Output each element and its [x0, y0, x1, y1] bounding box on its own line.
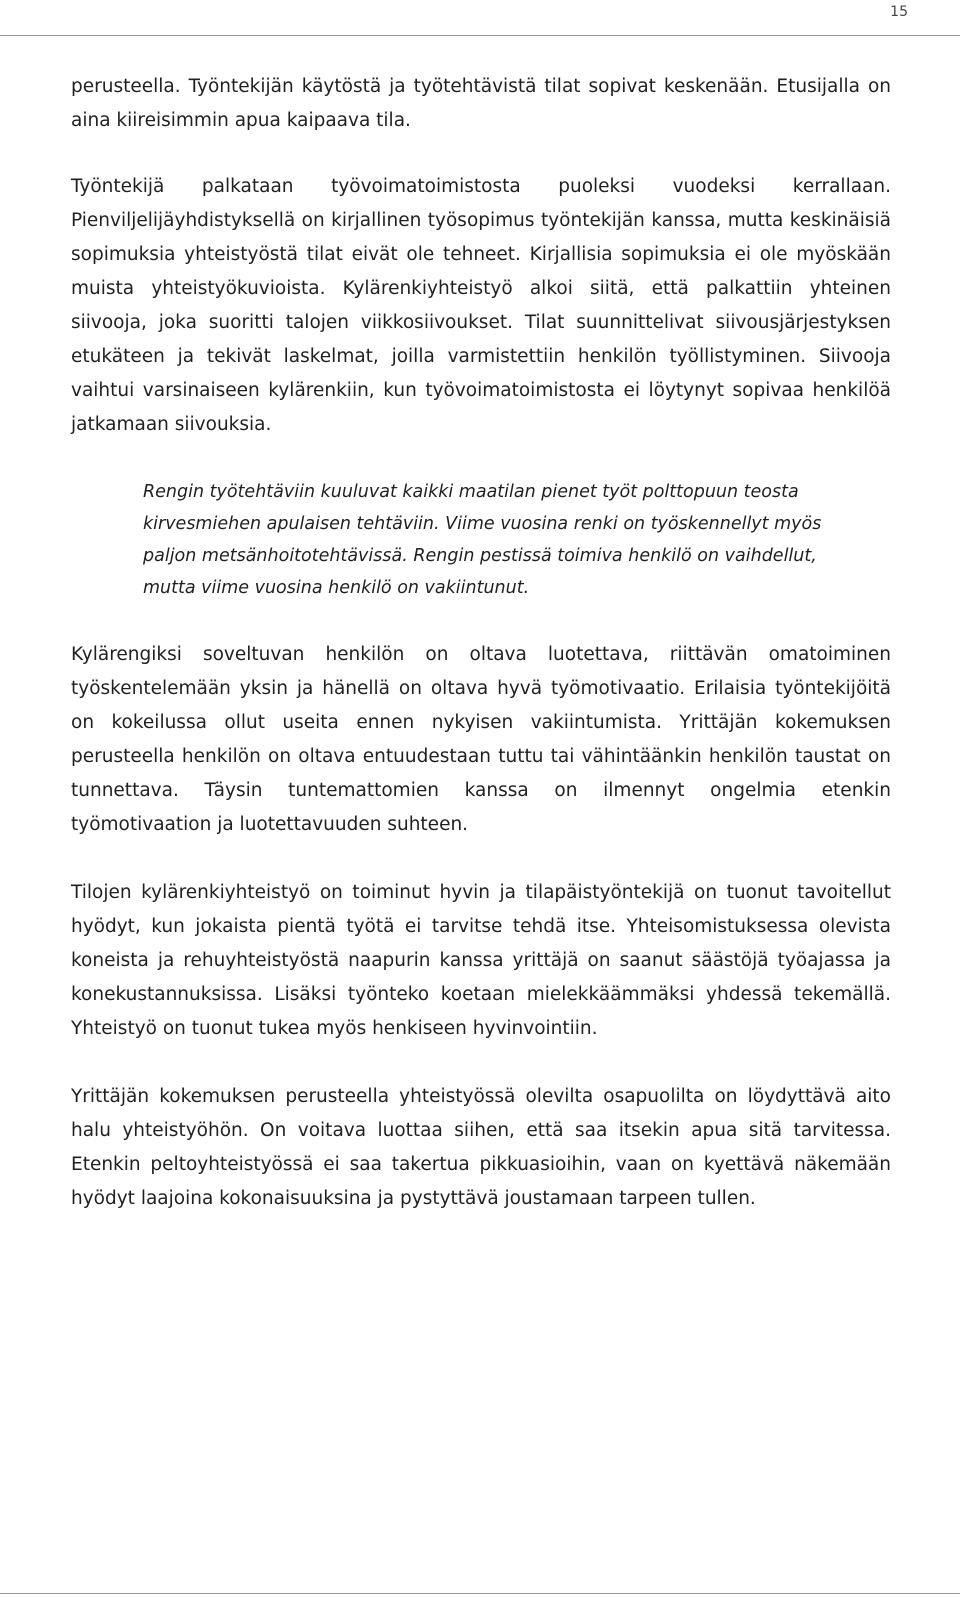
- body-paragraph: Kylärengiksi soveltuvan henkilön on oltava luotettava, riittävän omatoiminen työskentelemään yksin ja hänellä on oltava hyvä työmotivaatio. Erilaisia työntekijöitä on kokeilussa ollut useita ennen nykyisen vakiintumista. Yrittäjän kokemuksen perusteella henkilön on oltava entuudestaan tuttu tai vähintäänkin henkilön taustat on tunnettava. Täysin tuntemattomien kanssa on ilmennyt ongelmia etenkin työmotivaation ja luotettavuuden suhteen.: [71, 644, 891, 835]
- body-paragraph: Työntekijä palkataan työvoimatoimistosta puoleksi vuodeksi kerrallaan. Pienviljelijäyhdistyksellä on kirjallinen työsopimus työntekijän kanssa, mutta keskinäisiä sopimuksia yhteistyöstä tilat eivät ole tehneet. Kirjallisia sopimuksia ei ole myöskään muista yhteistyökuvioista. Kylärenkiyhteistyö alkoi siitä, että palkattiin yhteinen siivooja, joka suoritti talojen viikkosiivoukset. Tilat suunnittelivat siivousjärjestyksen etukäteen ja tekivät laskelmat, joilla varmistettiin henkilön työllistyminen. Siivooja vaihtui varsinaiseen kylärenkiin, kun työvoimatoimistosta ei löytynyt sopivaa henkilöä jatkamaan siivouksia.: [71, 176, 891, 435]
- italic-quote: Rengin työtehtäviin kuuluvat kaikki maatilan pienet työt polttopuun teosta kirvesmiehen apulaisen tehtäviin. Viime vuosina renki on työskennellyt myös paljon metsänhoitotehtävissä. Rengin pestissä toimiva henkilö on vaihdellut, mutta viime vuosina henkilö on vakiintunut.: [143, 482, 822, 598]
- header-divider: [0, 35, 960, 36]
- page-number: 15: [890, 4, 908, 20]
- body-paragraph: Tilojen kylärenkiyhteistyö on toiminut hyvin ja tilapäistyöntekijä on tuonut tavoitellut hyödyt, kun jokaista pientä työtä ei tarvitse tehdä itse. Yhteisomistuksessa olevista koneista ja rehuyhteistyöstä naapurin kanssa yrittäjä on saanut säästöjä työajassa ja konekustannuksissa. Lisäksi työnteko koetaan mielekkäämmäksi yhdessä tekemällä. Yhteistyö on tuonut tukea myös henkiseen hyvinvointiin.: [71, 882, 891, 1039]
- body-paragraph: Yrittäjän kokemuksen perusteella yhteistyössä olevilta osapuolilta on löydyttävä aito halu yhteistyöhön. On voitava luottaa siihen, että saa itsekin apua sitä tarvitessa. Etenkin peltoyhteistyössä ei saa takertua pikkuasioihin, vaan on kyettävä näkemään hyödyt laajoina kokonaisuuksina ja pystyttävä joustamaan tarpeen tullen.: [71, 1086, 891, 1209]
- footer-divider: [0, 1593, 960, 1594]
- body-paragraph: perusteella. Työntekijän käytöstä ja työtehtävistä tilat sopivat keskenään. Etusijalla on aina kiireisimmin apua kaipaava tila.: [71, 76, 891, 131]
- page-body: [71, 70, 891, 1250]
